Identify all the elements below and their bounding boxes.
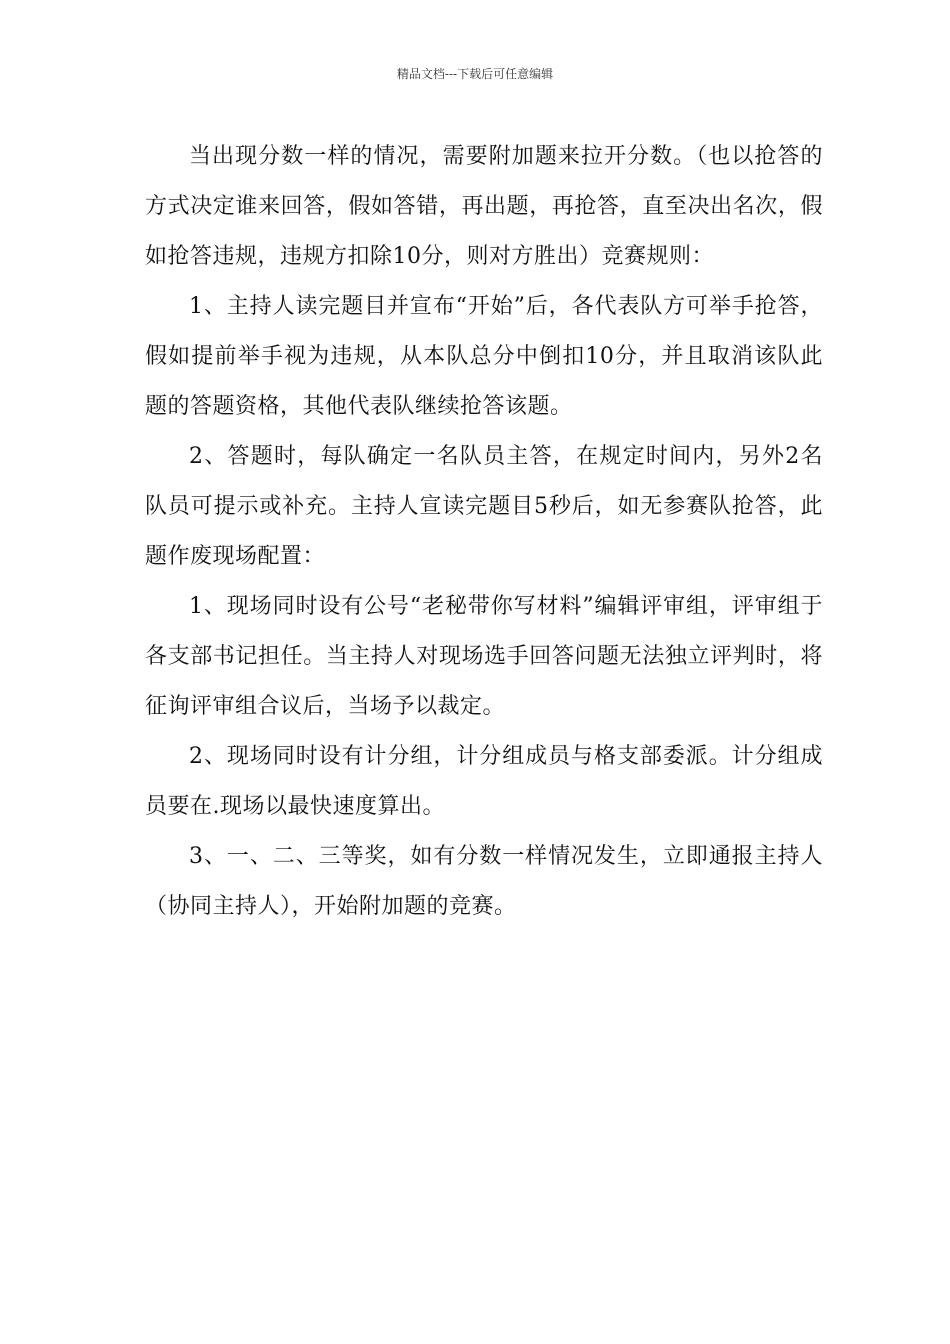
paragraph-setup-3: 3、一、二、三等奖，如有分数一样情况发生，立即通报主持人（协同主持人），开始附加题的竞赛。 <box>145 844 823 919</box>
paragraph-tiebreak-intro: 当出现分数一样的情况，需要附加题来拉开分数。（也以抢答的方式决定谁来回答，假如答错，再出题，再抢答，直至决出名次，假如抢答违规，违规方扣除10分，则对方胜出）竞赛规则： <box>145 144 823 269</box>
document-body <box>145 132 823 932</box>
paragraph-setup-1: 1、现场同时设有公号“老秘带你写材料”编辑评审组，评审组于各支部书记担任。当主持人对现场选手回答问题无法独立评判时，将征询评审组合议后，当场予以裁定。 <box>145 594 823 719</box>
page-header: 精品文档---下载后可任意编辑 <box>396 67 554 81</box>
paragraph-setup-2: 2、现场同时设有计分组，计分组成员与格支部委派。计分组成员要在.现场以最快速度算出。 <box>145 744 823 819</box>
paragraph-rule-1: 1、主持人读完题目并宣布“开始”后，各代表队方可举手抢答，假如提前举手视为违规，从本队总分中倒扣10分，并且取消该队此题的答题资格，其他代表队继续抢答该题。 <box>145 294 823 419</box>
paragraph-rule-2: 2、答题时，每队确定一名队员主答，在规定时间内，另外2名队员可提示或补充。主持人宣读完题目5秒后，如无参赛队抢答，此题作废现场配置： <box>145 444 823 569</box>
